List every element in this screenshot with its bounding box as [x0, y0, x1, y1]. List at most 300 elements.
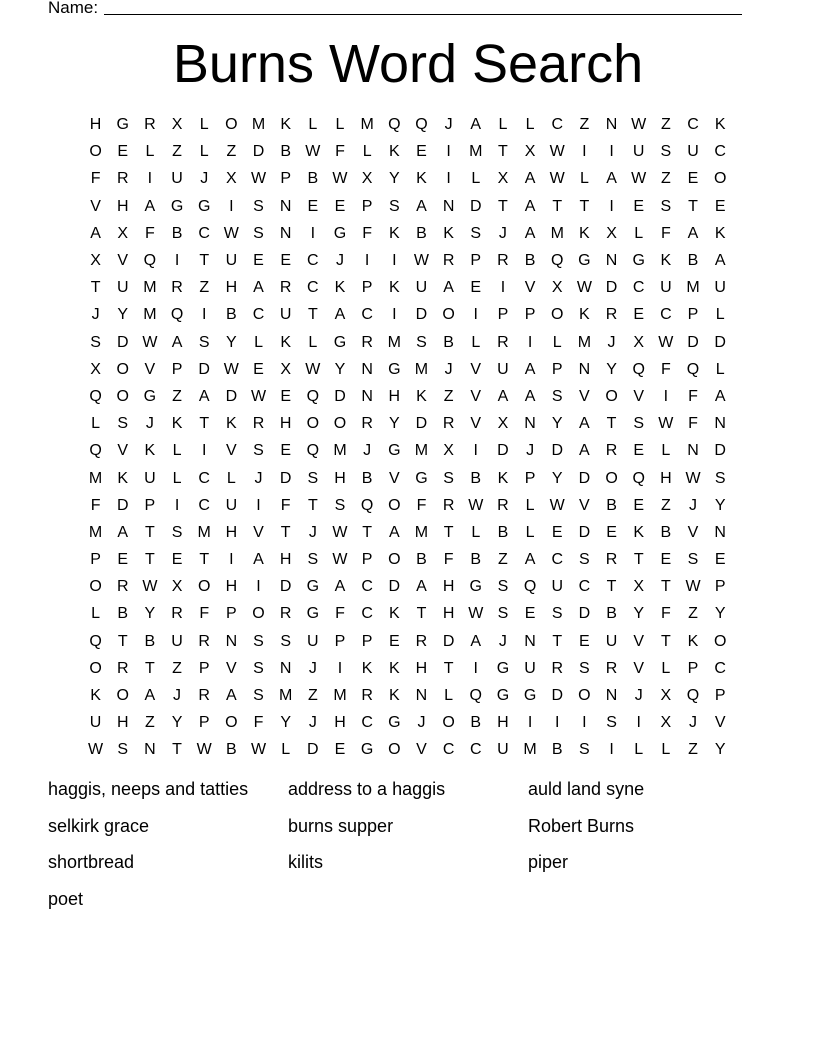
grid-letter: P	[361, 279, 373, 297]
grid-letter: X	[633, 333, 645, 351]
grid-letter: V	[633, 659, 645, 677]
grid-letter: W	[631, 116, 647, 134]
grid-row	[82, 437, 734, 464]
grid-letter: Q	[551, 252, 564, 270]
grid-letter: E	[280, 387, 291, 405]
grid-letter: M	[251, 116, 266, 134]
grid-letter: B	[443, 333, 454, 351]
grid-letter: W	[631, 170, 647, 188]
grid-letter: L	[91, 605, 101, 623]
grid-letter: I	[473, 659, 478, 677]
grid-row	[82, 193, 734, 220]
grid-letter: Q	[686, 687, 700, 705]
grid-letter: E	[714, 551, 726, 569]
grid-letter: W	[332, 551, 348, 569]
grid-letter: U	[225, 496, 238, 514]
grid-letter: S	[714, 469, 726, 487]
grid-letter: S	[579, 741, 590, 759]
grid-letter: N	[605, 116, 618, 134]
grid-letter: A	[144, 197, 156, 215]
grid-letter: B	[416, 551, 427, 569]
grid-letter: S	[551, 387, 563, 405]
grid-letter: K	[714, 116, 726, 134]
grid-letter: E	[524, 605, 536, 623]
grid-letter: T	[307, 496, 318, 514]
word-bank-item: kilits	[288, 852, 323, 872]
grid-letter: O	[197, 578, 211, 596]
grid-letter: F	[90, 170, 101, 188]
grid-letter: O	[116, 360, 129, 378]
grid-letter: G	[333, 224, 347, 242]
grid-letter: Y	[171, 714, 183, 732]
grid-letter: O	[442, 714, 455, 732]
grid-letter: M	[333, 687, 347, 705]
grid-letter: E	[307, 197, 319, 215]
grid-letter: G	[306, 605, 320, 623]
grid-letter: L	[172, 469, 182, 487]
grid-letter: L	[525, 116, 535, 134]
grid-letter: V	[470, 387, 482, 405]
grid-letter: M	[88, 469, 103, 487]
grid-letter: L	[498, 116, 508, 134]
grid-letter: Z	[660, 116, 671, 134]
grid-letter: F	[660, 224, 671, 242]
grid-row	[82, 709, 734, 736]
grid-letter: T	[633, 551, 644, 569]
grid-letter: P	[714, 578, 726, 596]
grid-letter: W	[332, 523, 348, 541]
grid-letter: W	[305, 143, 321, 161]
grid-letter: A	[226, 687, 237, 705]
grid-letter: Z	[172, 659, 182, 677]
grid-letter: B	[226, 306, 237, 324]
grid-letter: A	[117, 523, 129, 541]
grid-letter: L	[199, 116, 209, 134]
grid-letter: G	[578, 252, 591, 270]
grid-letter: K	[388, 605, 400, 623]
grid-letter: P	[198, 659, 210, 677]
grid-letter: I	[310, 224, 316, 242]
grid-letter: X	[497, 170, 509, 188]
grid-letter: P	[171, 360, 183, 378]
grid-letter: Y	[551, 415, 563, 433]
grid-letter: X	[497, 415, 509, 433]
grid-letter: K	[388, 687, 400, 705]
grid-letter: N	[442, 197, 455, 215]
grid-letter: I	[174, 496, 180, 514]
grid-letter: F	[90, 496, 101, 514]
grid-letter: P	[470, 252, 482, 270]
grid-letter: S	[388, 197, 400, 215]
grid-letter: R	[198, 687, 210, 705]
grid-letter: S	[253, 659, 264, 677]
grid-row	[82, 464, 734, 491]
grid-letter: W	[576, 279, 592, 297]
name-label: Name:	[48, 0, 99, 17]
grid-letter: D	[605, 279, 618, 297]
grid-letter: Q	[415, 116, 428, 134]
grid-letter: A	[388, 523, 400, 541]
grid-letter: I	[500, 279, 506, 297]
grid-letter: Y	[226, 333, 237, 351]
grid-row	[82, 220, 734, 247]
grid-letter: M	[686, 279, 700, 297]
grid-letter: A	[524, 170, 536, 188]
grid-letter: M	[414, 523, 429, 541]
grid-letter: W	[88, 741, 104, 759]
grid-letter: O	[333, 415, 347, 433]
grid-letter: K	[660, 252, 672, 270]
grid-letter: U	[632, 143, 645, 161]
grid-letter: Q	[89, 442, 102, 460]
grid-letter: N	[714, 415, 726, 433]
grid-letter: I	[527, 714, 533, 732]
grid-letter: X	[171, 116, 183, 134]
grid-letter: Q	[170, 306, 184, 324]
grid-letter: X	[90, 360, 101, 378]
grid-letter: U	[415, 279, 428, 297]
grid-letter: A	[524, 360, 536, 378]
grid-letter: B	[660, 523, 672, 541]
grid-letter: T	[498, 197, 508, 215]
grid-letter: G	[197, 197, 211, 215]
grid-letter: J	[444, 360, 453, 378]
grid-row	[82, 736, 734, 763]
grid-letter: E	[633, 306, 645, 324]
grid-letter: C	[361, 605, 373, 623]
grid-letter: K	[388, 224, 400, 242]
grid-letter: Z	[688, 741, 698, 759]
grid-letter: T	[498, 143, 508, 161]
grid-letter: A	[90, 224, 101, 242]
grid-letter: L	[308, 333, 318, 351]
grid-letter: W	[685, 578, 701, 596]
grid-letter: T	[145, 523, 155, 541]
grid-letter: D	[252, 143, 265, 161]
grid-letter: H	[415, 659, 428, 677]
grid-letter: P	[334, 632, 346, 650]
grid-letter: B	[470, 469, 482, 487]
grid-letter: K	[361, 659, 373, 677]
grid-letter: A	[253, 551, 264, 569]
grid-letter: V	[579, 387, 590, 405]
grid-letter: S	[280, 632, 291, 650]
grid-letter: P	[361, 551, 373, 569]
grid-letter: A	[579, 442, 590, 460]
grid-letter: J	[498, 224, 507, 242]
grid-letter: E	[633, 442, 645, 460]
grid-letter: V	[633, 387, 645, 405]
grid-letter: W	[549, 496, 565, 514]
grid-letter: V	[470, 360, 482, 378]
grid-letter: Y	[117, 306, 129, 324]
grid-letter: N	[605, 687, 618, 705]
grid-letter: W	[250, 387, 267, 405]
grid-row	[82, 410, 734, 437]
grid-letter: K	[388, 659, 400, 677]
grid-letter: A	[416, 197, 427, 215]
grid-letter: E	[660, 551, 672, 569]
grid-letter: Q	[306, 387, 320, 405]
grid-letter: I	[582, 143, 587, 161]
grid-letter: T	[145, 659, 155, 677]
grid-letter: T	[199, 551, 210, 569]
grid-letter: D	[497, 442, 509, 460]
grid-letter: O	[89, 143, 102, 161]
grid-row	[82, 655, 734, 682]
grid-row	[82, 165, 734, 192]
grid-letter: I	[392, 306, 397, 324]
grid-row	[82, 138, 734, 165]
grid-letter: L	[471, 523, 481, 541]
grid-letter: D	[578, 605, 591, 623]
grid-letter: T	[117, 632, 128, 650]
grid-letter: K	[280, 333, 291, 351]
grid-row	[82, 492, 734, 519]
grid-letter: G	[333, 333, 347, 351]
grid-letter: O	[116, 387, 129, 405]
grid-letter: I	[609, 741, 614, 759]
grid-letter: I	[229, 197, 234, 215]
grid-letter: C	[469, 741, 482, 759]
grid-letter: I	[446, 143, 451, 161]
grid-letter: Y	[144, 605, 156, 623]
grid-letter: L	[661, 741, 671, 759]
grid-letter: Z	[660, 170, 671, 188]
grid-letter: Z	[498, 551, 508, 569]
grid-letter: T	[307, 306, 318, 324]
grid-letter: N	[225, 632, 238, 650]
grid-letter: N	[361, 360, 373, 378]
grid-letter: P	[497, 306, 509, 324]
grid-letter: E	[687, 170, 699, 188]
grid-letter: D	[714, 333, 726, 351]
grid-letter: P	[361, 632, 373, 650]
grid-letter: L	[199, 143, 209, 161]
grid-letter: C	[361, 306, 373, 324]
grid-letter: K	[416, 387, 427, 405]
grid-letter: U	[171, 632, 183, 650]
grid-letter: E	[633, 197, 645, 215]
grid-letter: R	[144, 116, 156, 134]
grid-letter: C	[252, 306, 265, 324]
grid-letter: U	[307, 632, 319, 650]
word-bank-item: poet	[48, 888, 84, 909]
grid-letter: M	[523, 741, 537, 759]
grid-letter: O	[89, 578, 102, 596]
grid-letter: U	[551, 578, 564, 596]
grid-letter: W	[250, 741, 267, 759]
grid-letter: J	[308, 523, 317, 541]
grid-letter: M	[414, 442, 429, 460]
grid-letter: T	[172, 741, 182, 759]
grid-letter: Y	[388, 415, 400, 433]
grid-letter: N	[578, 360, 591, 378]
grid-letter: I	[337, 659, 343, 677]
grid-letter: I	[555, 714, 560, 732]
grid-letter: E	[416, 143, 427, 161]
grid-letter: I	[527, 333, 533, 351]
grid-letter: L	[145, 143, 155, 161]
grid-letter: O	[605, 469, 618, 487]
grid-letter: A	[579, 415, 590, 433]
grid-letter: A	[416, 578, 427, 596]
grid-letter: E	[280, 442, 291, 460]
grid-row	[82, 274, 734, 301]
grid-letter: L	[362, 143, 372, 161]
grid-row	[82, 682, 734, 709]
grid-letter: V	[416, 741, 427, 759]
grid-letter: K	[416, 170, 427, 188]
grid-letter: W	[196, 741, 212, 759]
grid-letter: J	[335, 252, 344, 270]
word-bank-item: auld land syne	[528, 779, 645, 799]
grid-letter: U	[687, 143, 699, 161]
grid-row	[82, 356, 734, 383]
grid-letter: X	[361, 170, 373, 188]
grid-letter: H	[279, 551, 292, 569]
grid-letter: T	[688, 197, 698, 215]
grid-letter: V	[687, 523, 699, 541]
grid-letter: V	[714, 714, 726, 732]
grid-letter: U	[225, 252, 238, 270]
grid-letter: E	[606, 523, 617, 541]
grid-letter: K	[280, 116, 291, 134]
grid-letter: S	[416, 333, 427, 351]
grid-letter: K	[579, 306, 590, 324]
grid-letter: E	[579, 632, 590, 650]
grid-letter: Y	[714, 496, 726, 514]
grid-letter: O	[713, 170, 727, 188]
grid-letter: C	[632, 279, 645, 297]
grid-letter: D	[279, 469, 292, 487]
grid-letter: Z	[199, 279, 210, 297]
grid-letter: B	[117, 605, 129, 623]
grid-letter: T	[199, 252, 210, 270]
grid-letter: I	[636, 714, 641, 732]
word-bank-item: Robert Burns	[528, 815, 635, 836]
grid-letter: N	[279, 224, 292, 242]
grid-letter: F	[199, 605, 210, 623]
grid-letter: R	[497, 496, 509, 514]
grid-letter: L	[525, 496, 535, 514]
grid-letter: F	[416, 496, 427, 514]
grid-letter: R	[361, 415, 373, 433]
grid-letter: A	[470, 632, 482, 650]
grid-letter: E	[117, 143, 129, 161]
grid-letter: H	[89, 116, 102, 134]
grid-letter: R	[116, 170, 129, 188]
grid-letter: O	[551, 306, 564, 324]
grid-letter: J	[145, 415, 154, 433]
grid-letter: Z	[443, 387, 454, 405]
grid-letter: Z	[172, 143, 182, 161]
grid-letter: G	[170, 197, 184, 215]
grid-letter: A	[443, 279, 454, 297]
grid-letter: Q	[89, 632, 102, 650]
grid-letter: R	[171, 279, 183, 297]
grid-letter: L	[471, 333, 481, 351]
grid-letter: S	[90, 333, 101, 351]
grid-letter: W	[250, 170, 267, 188]
grid-letter: T	[552, 632, 563, 650]
grid-letter: G	[523, 687, 537, 705]
grid-letter: V	[226, 442, 237, 460]
grid-letter: D	[116, 333, 129, 351]
grid-letter: J	[200, 170, 209, 188]
grid-letter: R	[497, 333, 509, 351]
grid-letter: I	[256, 578, 261, 596]
grid-letter: A	[524, 224, 536, 242]
page-title: Burns Word Search	[172, 34, 644, 94]
grid-letter: E	[253, 252, 264, 270]
grid-letter: S	[497, 605, 509, 623]
grid-letter: C	[307, 279, 319, 297]
grid-letter: W	[223, 224, 239, 242]
grid-letter: V	[144, 360, 156, 378]
grid-letter: Z	[579, 116, 590, 134]
grid-letter: B	[280, 143, 291, 161]
grid-letter: C	[660, 306, 672, 324]
grid-letter: W	[549, 170, 565, 188]
grid-letter: E	[334, 197, 346, 215]
grid-letter: J	[634, 687, 643, 705]
grid-letter: R	[198, 632, 210, 650]
grid-letter: S	[470, 224, 482, 242]
grid-letter: J	[308, 659, 317, 677]
grid-letter: C	[578, 578, 591, 596]
grid-letter: F	[253, 714, 264, 732]
grid-letter: V	[253, 523, 264, 541]
grid-letter: D	[415, 415, 428, 433]
grid-letter: G	[306, 578, 320, 596]
grid-letter: C	[198, 224, 210, 242]
grid-letter: K	[226, 415, 237, 433]
grid-letter: S	[253, 632, 264, 650]
grid-letter: Q	[523, 578, 537, 596]
grid-letter: J	[526, 442, 535, 460]
grid-letter: W	[142, 578, 158, 596]
grid-letter: J	[689, 714, 698, 732]
grid-letter: I	[201, 306, 207, 324]
grid-letter: W	[658, 333, 674, 351]
grid-letter: B	[307, 170, 319, 188]
grid-letter: A	[687, 224, 699, 242]
grid-row	[82, 301, 734, 328]
grid-letter: B	[470, 551, 482, 569]
grid-letter: C	[361, 578, 373, 596]
grid-letter: X	[606, 224, 617, 242]
grid-letter: H	[497, 714, 509, 732]
grid-letter: A	[334, 578, 346, 596]
grid-letter: Q	[89, 387, 102, 405]
grid-letter: O	[388, 496, 401, 514]
grid-row	[82, 329, 734, 356]
grid-letter: S	[551, 605, 563, 623]
grid-letter: K	[443, 224, 454, 242]
grid-letter: I	[392, 252, 397, 270]
grid-letter: U	[279, 306, 292, 324]
grid-letter: V	[524, 279, 536, 297]
grid-letter: D	[334, 387, 346, 405]
grid-letter: T	[579, 197, 590, 215]
grid-letter: B	[606, 605, 617, 623]
grid-letter: B	[687, 252, 699, 270]
grid-letter: L	[226, 469, 236, 487]
name-write-line	[104, 14, 742, 15]
grid-letter: M	[387, 333, 401, 351]
grid-letter: E	[714, 197, 726, 215]
